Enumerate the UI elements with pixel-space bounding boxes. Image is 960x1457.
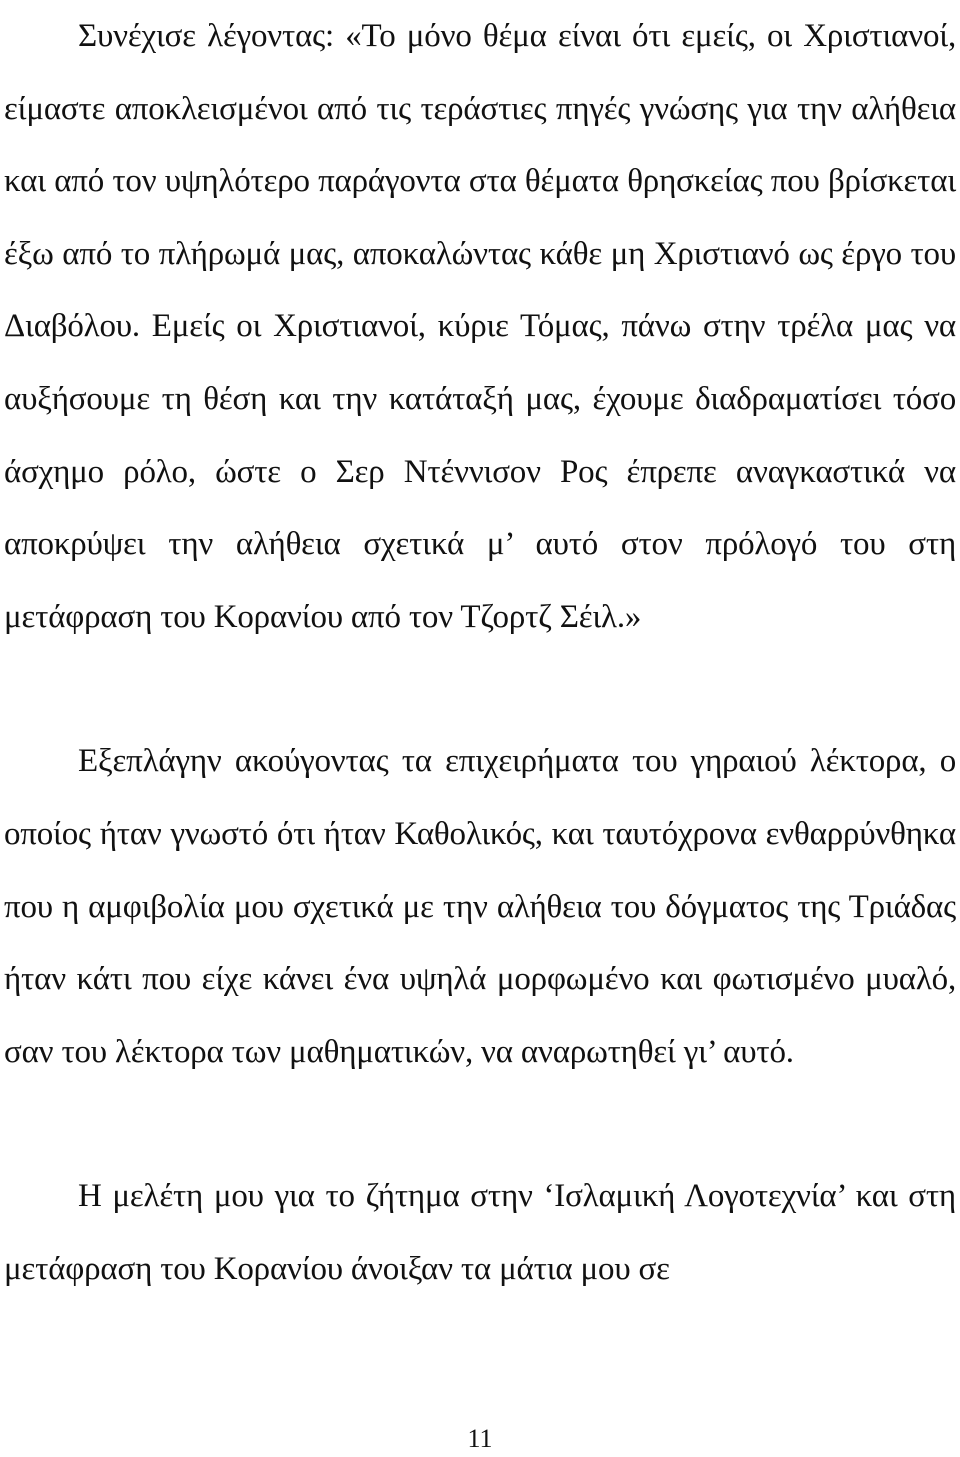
paragraph-1: Συνέχισε λέγοντας: «Το μόνο θέμα είναι ότι εμείς, οι Χριστιανοί, είμαστε αποκλεισμένοι από τις τεράστιες πηγές γνώσης για την αλήθεια και από τον υψηλότερο παράγοντα στα θέματα θρησκείας που βρίσκεται έξω από το πλήρωμά μας, αποκαλώντας κάθε μη Χριστιανό ως έργο του Διαβόλου. Εμείς οι Χριστιανοί, κύριε Τόμας, πάνω στην τρέλα μας να αυξήσουμε τη θέση και την κατάταξή μας, έχουμε διαδραματίσει τόσο άσχημο ρόλο, ώστε ο Σερ Ντέννισον Ρος έπρεπε αναγκαστικά να αποκρύψει την αλήθεια σχετικά μ’ αυτό στον πρόλογό του στη μετάφραση του Κορανίου από τον Τζορτζ Σέιλ.» xyxy=(4,18,956,635)
page-number: 11 xyxy=(467,1424,493,1453)
paragraph-spacer xyxy=(4,653,956,725)
paragraph-spacer xyxy=(4,1088,956,1160)
paragraph-2: Εξεπλάγην ακούγοντας τα επιχειρήματα του γηραιού λέκτορα, ο οποίος ήταν γνωστό ότι ήταν Καθολικός, και ταυτόχρονα ενθαρρύνθηκα που η αμφιβολία μου σχετικά με την αλήθεια του δόγματος της Τριάδας ήταν κάτι που είχε κάνει ένα υψηλά μορφωμένο και φωτισμένο μυαλό, σαν του λέκτορα των μαθηματικών, να αναρωτηθεί γι’ αυτό. xyxy=(4,743,956,1070)
body-text xyxy=(4,0,956,1306)
paragraph-3: Η μελέτη μου για το ζήτημα στην ‘Ισλαμική Λογοτεχνία’ και στη μετάφραση του Κορανίου άνοιξαν τα μάτια μου σε xyxy=(4,1178,956,1287)
